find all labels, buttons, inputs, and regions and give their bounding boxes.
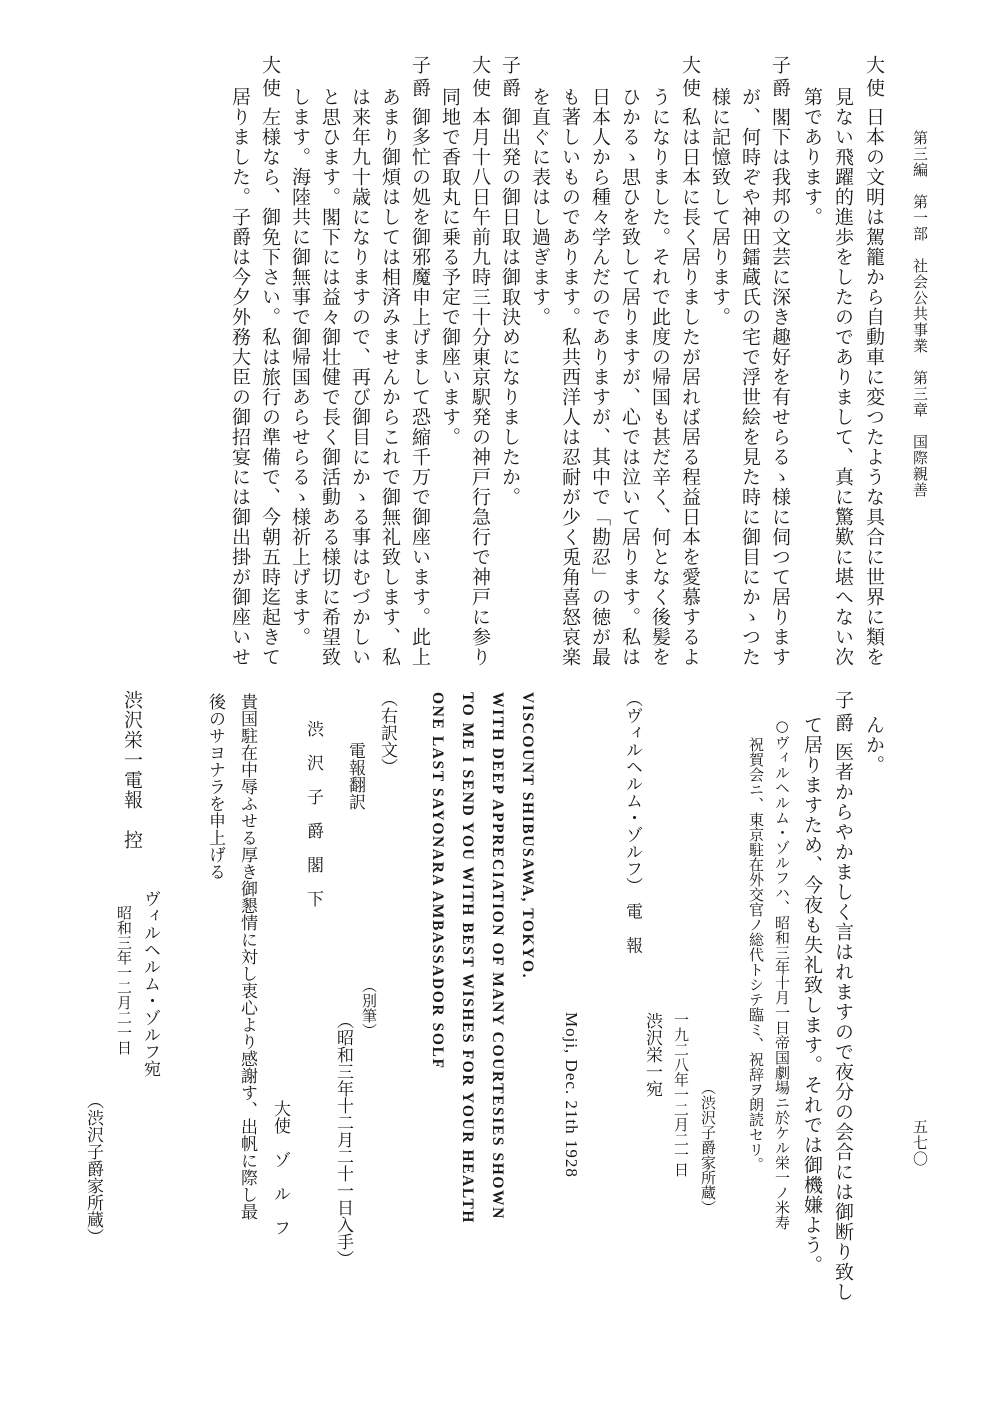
telegram-date: 一九二八年一二月二一日	[672, 1012, 690, 1177]
dialogue-line: 同地で香取丸に乗る予定で御座います。	[439, 87, 461, 447]
translation-note: （別筆）	[360, 978, 378, 1038]
dialogue-line: 医者からやかましく言はれますので夜分の会合には御断り致し	[832, 742, 854, 1302]
dialogue-line: が、何時ぞや神田鐳蔵氏の宅で浮世絵を見た時に御目にかゝつた	[739, 87, 761, 667]
dialogue-line: あまり御煩はしては相済みませんからこれで御無礼致します、私	[379, 87, 401, 667]
speaker-label: 大使	[469, 55, 491, 101]
dialogue-line: うになりました。それで此度の帰国も甚だ辛く、何となく後髪を	[649, 87, 671, 667]
telegram2-addressee: ヴィルヘルム・ゾルフ宛	[140, 890, 160, 1077]
dialogue-line: 日本の文明は駕籠から自動車に変つたような具合に世界に類を	[863, 107, 885, 667]
speaker-label: 子爵	[769, 55, 791, 101]
telegram-english-line: WITH DEEP APPRECIATION OF MANY COURTESIES SHOWN	[489, 692, 506, 1220]
dialogue-line: 第であります。	[801, 87, 823, 227]
dialogue-line: は来年九十歳になりますので、再び御目にかゝる事はむづかしい	[349, 87, 371, 667]
translation-sender: 大使 ゾ ル フ	[270, 1100, 290, 1236]
editorial-note: 祝賀会ニ、東京駐在外交官ノ総代トシテ臨ミ、祝辞ヲ朗読セリ。	[747, 737, 765, 1172]
dialogue-line: 日本人から種々学んだのでありますが、其中で「勘忍」の徳が最	[589, 87, 611, 667]
speaker-label: 子爵	[409, 55, 431, 101]
telegram-source: （渋沢子爵家所蔵）	[699, 1080, 717, 1215]
speaker-label: 大使	[259, 55, 281, 101]
translation-body: 貴国駐在中辱ふせる厚き御懇情に対し衷心より感謝す、出帆に際し最	[237, 693, 257, 1220]
dialogue-line: も著しいものであります。私共西洋人は忍耐が少く兎角喜怒哀楽	[559, 87, 581, 667]
translation-addressee: 渋 沢 子 爵 閣 下	[303, 720, 323, 907]
telegram-english-line: VISCOUNT SHIBUSAWA, TOKYO.	[519, 692, 536, 980]
continued-line: んか。	[863, 715, 885, 775]
dialogue-line: します。海陸共に御無事で御帰国あらせらるゝ様祈上げます。	[289, 87, 311, 647]
dialogue-line: 本月十八日午前九時三十分東京駅発の神戸行急行で神戸に参り	[469, 107, 491, 667]
telegram-english-line: ONE LAST SAYONARA AMBASSADOR SOLF	[429, 692, 446, 1070]
dialogue-line: 左様なら、御免下さい。私は旅行の準備で、今朝五時迄起きて	[259, 107, 281, 667]
telegram-title: （ヴィルヘルム・ゾルフ） 電 報	[622, 690, 642, 954]
dialogue-line: 私は日本に長く居りましたが居れば居る程益日本を愛慕するよ	[679, 107, 701, 667]
dialogue-line: を直ぐに表はし過ぎます。	[529, 87, 551, 327]
page-number: 五七〇	[911, 1119, 929, 1167]
dialogue-line: 閣下は我邦の文芸に深き趣好を有せらるゝ様に伺つて居ります	[769, 107, 791, 667]
telegram-addressee: 渋沢栄一宛	[642, 1012, 662, 1097]
translation-heading: 電報翻訳	[345, 742, 365, 810]
telegram2-title: 渋沢栄一電報 控	[121, 690, 143, 850]
telegram2-date: 昭和三年一二月二一日	[115, 905, 133, 1055]
dialogue-line: と思ひます。閣下には益々御壮健で長く御活動ある様切に希望致	[319, 87, 341, 667]
translation-label: （右訳文）	[377, 690, 397, 775]
telegram2-source: （渋沢子爵家所蔵）	[83, 1092, 103, 1245]
speaker-label: 大使	[863, 55, 885, 101]
speaker-label: 子爵	[832, 690, 854, 736]
translation-received: （昭和三年十二月二十一日入手）	[333, 1012, 353, 1267]
dialogue-line: 居りました。子爵は今夕外務大臣の御招宴には御出掛が御座いせ	[229, 87, 251, 667]
telegram-english-line: TO ME I SEND YOU WITH BEST WISHES FOR YOUR HEALTH	[459, 692, 476, 1225]
translation-body: 後のサヨナラを申上げる	[205, 693, 225, 880]
dialogue-line: 見ない飛躍的進歩をしたのでありまして、真に驚歎に堪へない次	[832, 87, 854, 667]
editorial-note: ○ヴィルヘルム・ゾルフハ、昭和三年十月一日帝国劇場ニ於ケル栄一ノ米寿	[773, 717, 791, 1230]
dialogue-line: ひかるゝ思ひを致して居りますが、心では泣いて居ります。私は	[619, 87, 641, 667]
dialogue-line: て居りますため、今夜も失礼致します。それでは御機嫌よう。	[801, 715, 823, 1275]
running-head: 第三編 第一部 社会公共事業 第三章 国際親善	[911, 130, 929, 498]
dialogue-line: 様に記憶致して居ります。	[709, 87, 731, 327]
telegram-place-date: Moji, Dec. 21th 1928	[562, 1012, 581, 1178]
speaker-label: 大使	[679, 55, 701, 101]
speaker-label: 子爵	[499, 55, 521, 101]
dialogue-line: 御多忙の処を御邪魔申上げまして恐縮千万で御座います。此上	[409, 107, 431, 667]
dialogue-line: 御出発の御日取は御取決めになりましたか。	[499, 107, 521, 507]
